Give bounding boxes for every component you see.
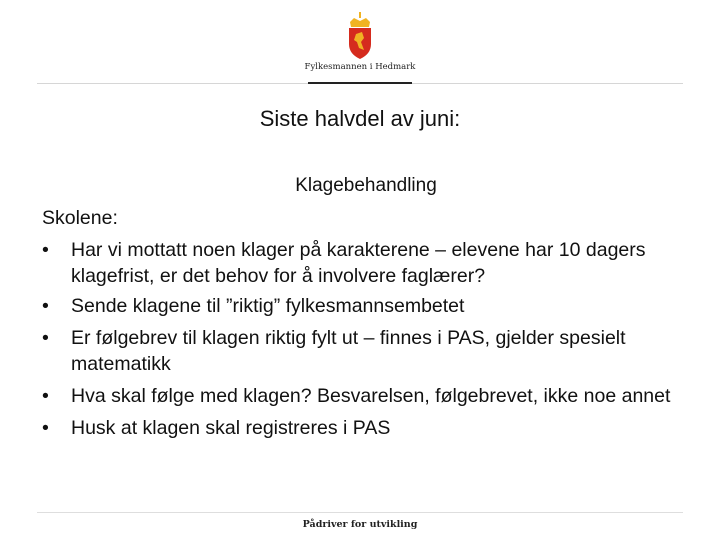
bullet-icon: • [42,417,49,439]
bullet-icon: • [42,327,49,349]
bullet-list [42,237,692,441]
footer-tagline: Pådriver for utvikling [302,519,418,530]
bullet-icon: • [42,385,49,407]
bullet-icon: • [42,239,49,261]
coat-of-arms-icon [344,12,376,60]
slide-subtitle: Klagebehandling [295,175,437,196]
list-item: • Har vi mottatt noen klager på karakterene – elevene har 10 dagers klagefrist, er det behov for å involvere faglærer? [42,239,646,287]
list-item: • Sende klagene til ”riktig” fylkesmannsembetet [42,295,465,317]
header-accent-divider [308,82,412,84]
bullet-icon: • [42,295,49,317]
list-item: • Hva skal følge med klagen? Besvarelsen, følgebrevet, ikke noe annet [42,385,671,407]
section-label: Skolene: [42,207,118,229]
list-item: • Er følgebrev til klagen riktig fylt ut – finnes i PAS, gjelder spesielt matematikk [42,327,626,375]
slide-title: Siste halvdel av juni: [259,106,461,131]
organization-name: Fylkesmannen i Hedmark [304,62,416,72]
slide-body [42,205,692,441]
list-item: • Husk at klagen skal registreres i PAS [42,417,391,439]
footer-divider [37,512,683,513]
